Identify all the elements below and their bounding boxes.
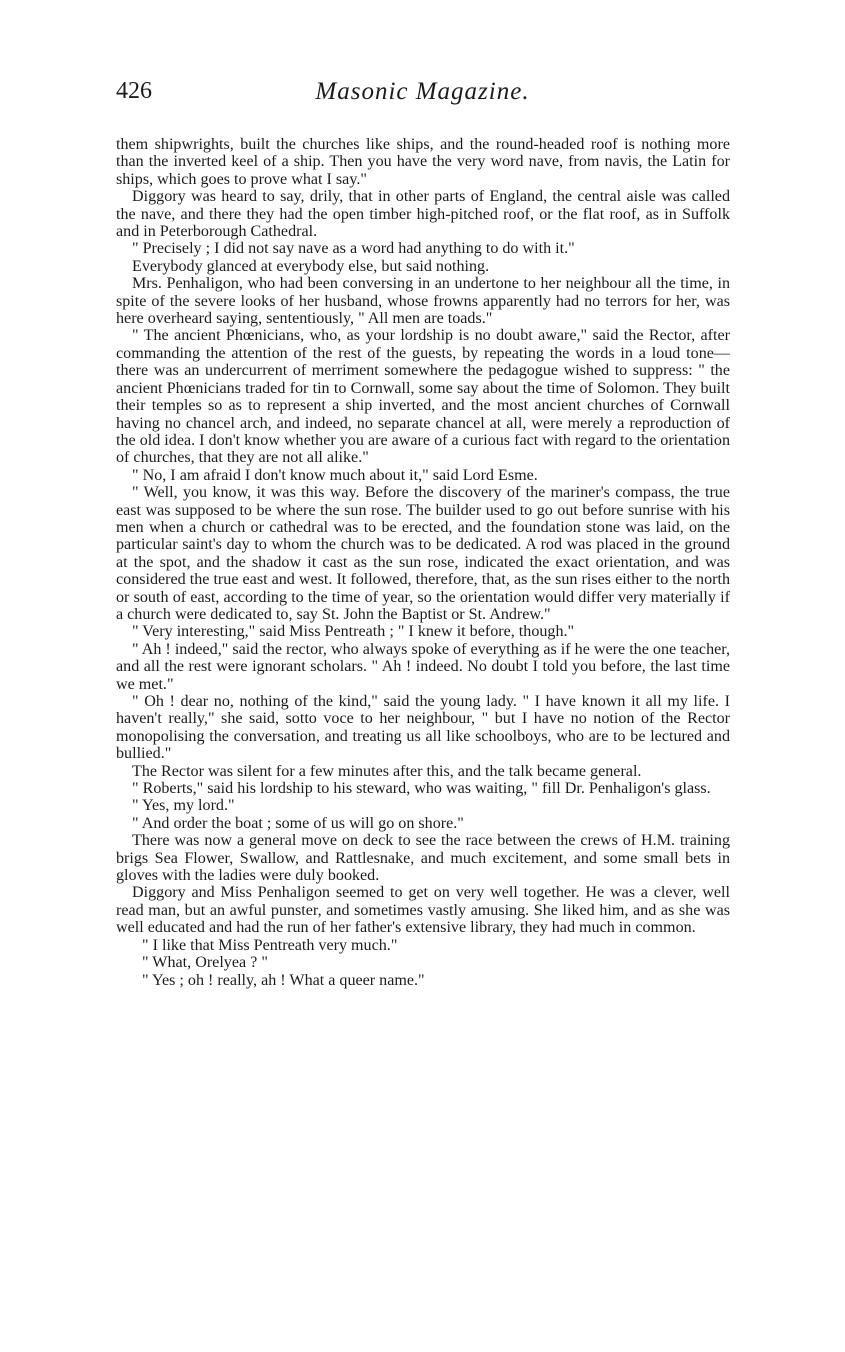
paragraph: " And order the boat ; some of us will go on shore."	[132, 814, 464, 832]
page-number: 426	[116, 78, 152, 104]
paragraph: " Oh ! dear no, nothing of the kind," said the young lady. " I have known it all my life. I haven't really," she said, sotto voce to her neighbour, " but I have no notion of the Rector monopolising the conversation, and treating us all like schoolboys, who are to be lectured and bullied."	[116, 693, 730, 763]
running-title: Masonic Magazine.	[315, 78, 530, 105]
paragraph: There was now a general move on deck to see the race between the crews of H.M. training brigs Sea Flower, Swallow, and Rattlesnake, and much excitement, and some small bets in gloves with the ladies were duly booked.	[116, 832, 730, 885]
paragraph: Diggory was heard to say, drily, that in other parts of England, the central aisle was called the nave, and there they had the open timber high-pitched roof, or the flat roof, as in Suffolk and in Peterborough Cathedral.	[116, 188, 730, 241]
paragraph: " Yes, my lord."	[132, 797, 235, 815]
paragraph: " Precisely ; I did not say nave as a word had anything to do with it."	[132, 240, 575, 258]
paragraph: " Very interesting," said Miss Pentreath ; " I knew it before, though."	[132, 623, 575, 641]
paragraph: " I like that Miss Pentreath very much."	[142, 936, 398, 954]
paragraph: " No, I am afraid I don't know much about it," said Lord Esme.	[132, 466, 538, 484]
page-header	[0, 78, 845, 118]
paragraph: " What, Orelyea ? "	[142, 954, 268, 972]
paragraph: " Roberts," said his lordship to his steward, who was waiting, " fill Dr. Penhaligon's glass.	[132, 780, 711, 798]
paragraph: The Rector was silent for a few minutes after this, and the talk became general.	[132, 762, 642, 780]
paragraph: " Well, you know, it was this way. Before the discovery of the mariner's compass, the true east was supposed to be where the sun rose. The builder used to go out before sunrise with his men when a church or cathedral was to be erected, and the foundation stone was laid, on the particular saint's day to whom the church was to be dedicated. A rod was placed in the ground at the spot, and the shadow it cast as the sun rose, indicated the exact orientation, and was considered the true east and west. It followed, therefore, that, as the sun rises either to the north or south of east, according to the time of year, so the orientation would differ very materially if a church were dedicated to, say St. John the Baptist or St. Andrew."	[116, 484, 730, 623]
paragraph: " The ancient Phœnicians, who, as your lordship is no doubt aware," said the Rector, after commanding the attention of the rest of the guests, by repeating the words in a loud tone—there was an undercurrent of merriment somewhere the pedagogue wished to suppress: " the ancient Phœnicians traded for tin to Cornwall, some say about the time of Solomon. They built their temples so as to represent a ship inverted, and the most ancient churches of Cornwall having no chancel arch, and indeed, no separate chancel at all, were merely a reproduction of the old idea. I don't know whether you are aware of a curious fact with regard to the orientation of churches, that they are not all alike."	[116, 327, 730, 467]
article-body	[116, 136, 730, 989]
paragraph: them shipwrights, built the churches like ships, and the round-headed roof is nothing more than the inverted keel of a ship. Then you have the very word nave, from navis, the Latin for ships, which goes to prove what I say."	[116, 136, 730, 188]
paragraph: Everybody glanced at everybody else, but said nothing.	[132, 257, 490, 275]
paragraph: " Ah ! indeed," said the rector, who always spoke of everything as if he were the one teacher, and all the rest were ignorant scholars. " Ah ! indeed. No doubt I told you before, the last time we met."	[116, 640, 730, 693]
paragraph: Diggory and Miss Penhaligon seemed to get on very well together. He was a clever, well read man, but an awful punster, and sometimes vastly amusing. She liked him, and as she was well educated and had the run of her father's extensive library, they had much in common.	[116, 884, 730, 937]
paragraph: " Yes ; oh ! really, ah ! What a queer name."	[142, 971, 425, 989]
paragraph: Mrs. Penhaligon, who had been conversing in an undertone to her neighbour all the time, in spite of the severe looks of her husband, whose frowns apparently had no terrors for her, was here overheard saying, sententiously, " All men are toads."	[116, 275, 730, 328]
